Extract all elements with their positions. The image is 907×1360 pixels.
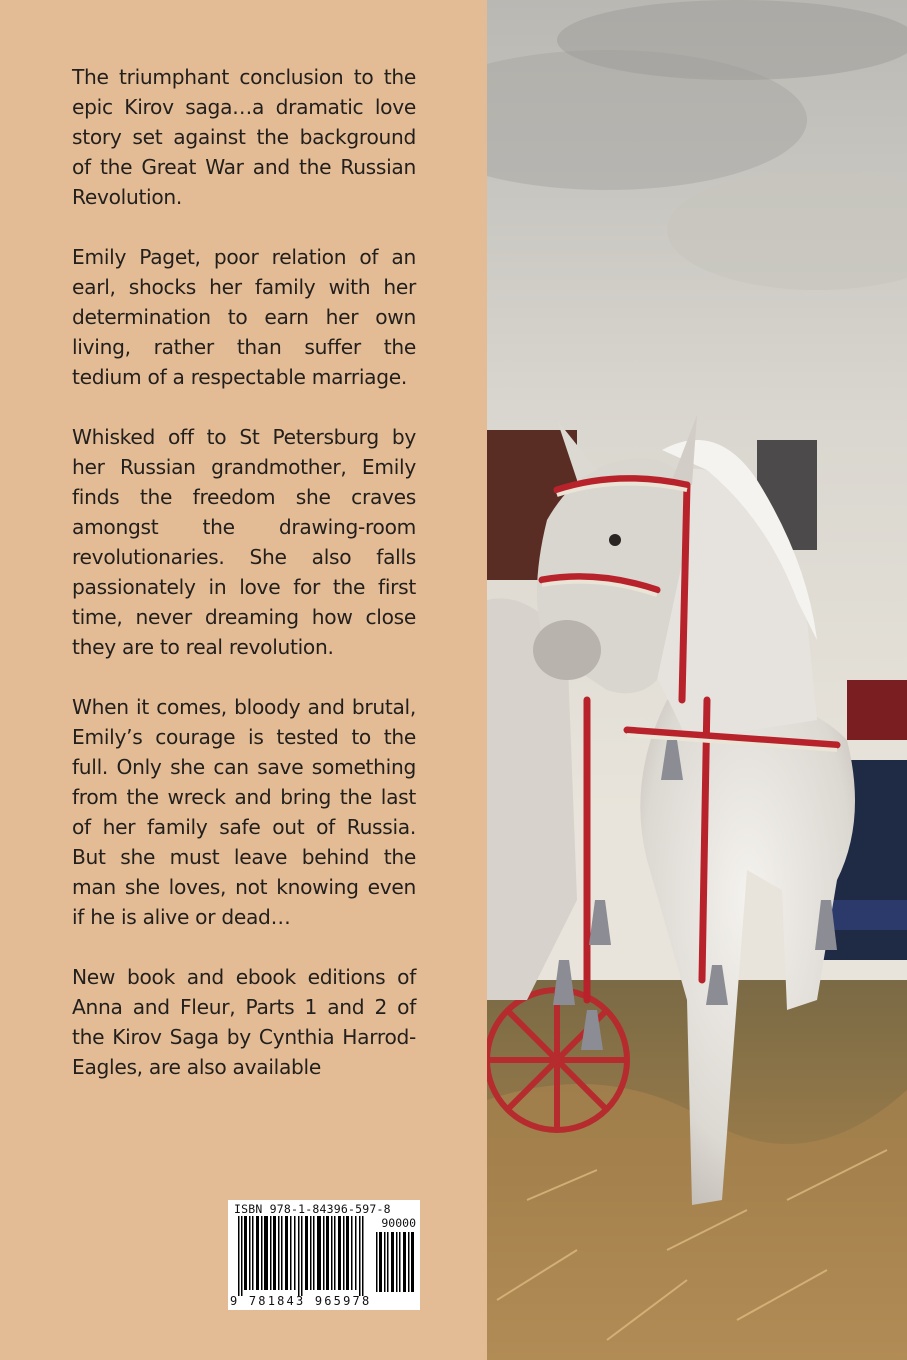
horse-illustration bbox=[487, 0, 907, 1360]
addon-bars bbox=[376, 1232, 416, 1292]
cover-photo-horse bbox=[487, 0, 907, 1360]
blurb-paragraph-4: When it comes, bloody and brutal, Emily’s courage is tested to the full. Only she can save something from the wreck and bring the last of her family safe out of Russia. But she must leave behind the man she loves, not knowing even if he is alive or dead… bbox=[72, 695, 416, 929]
isbn-label: ISBN 978-1-84396-597-8 bbox=[234, 1202, 391, 1216]
blurb-paragraph-2: Emily Paget, poor relation of an earl, shocks her family with her determination to earn her own living, rather than suffer the tedium of a respectable marriage. bbox=[72, 245, 416, 389]
blurb-paragraph-1: The triumphant conclusion to the epic Kirov saga…a dramatic love story set against the background of the Great War and the Russian Revolution. bbox=[72, 65, 416, 209]
blurb-text bbox=[72, 62, 416, 1112]
ean-bars bbox=[238, 1216, 368, 1296]
ean-number: 9 781843 965978 bbox=[230, 1294, 372, 1308]
isbn-barcode bbox=[228, 1200, 420, 1310]
blurb-paragraph-3: Whisked off to St Petersburg by her Russian grandmother, Emily finds the freedom she craves amongst the drawing-room revolutionaries. She also falls passionately in love for the first time, never dreaming how close they are to real revolution. bbox=[72, 425, 416, 659]
blurb-paragraph-5: New book and ebook editions of Anna and Fleur, Parts 1 and 2 of the Kirov Saga by Cynthia Harrod-Eagles, are also available bbox=[72, 965, 416, 1079]
price-code: 90000 bbox=[381, 1216, 416, 1230]
